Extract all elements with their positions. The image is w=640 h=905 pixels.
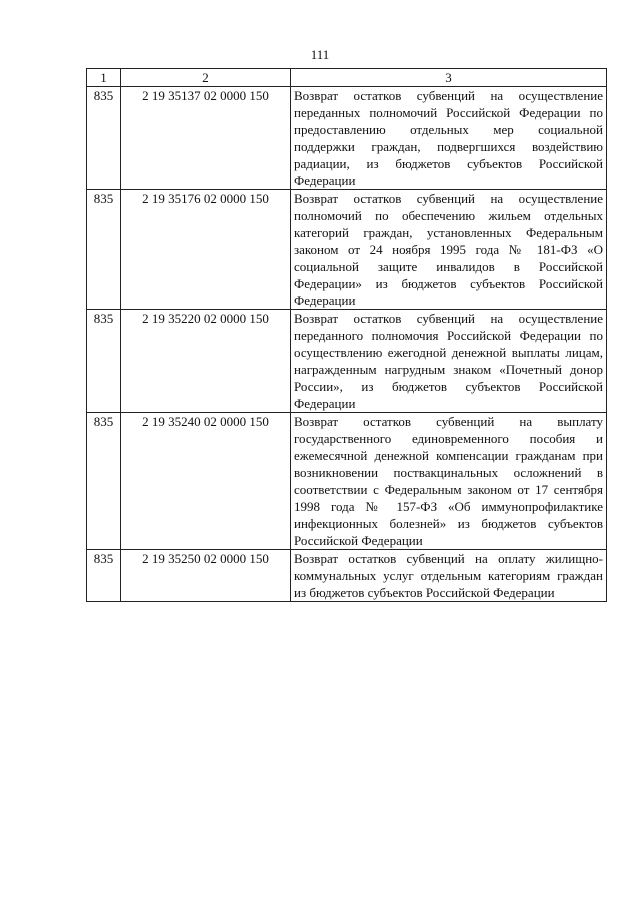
table-header-row	[87, 69, 607, 87]
table-row	[87, 413, 607, 550]
group-code-cell: 835	[87, 310, 121, 413]
budget-code-cell: 2 19 35176 02 0000 150	[121, 190, 291, 310]
group-code-cell: 835	[87, 190, 121, 310]
description-cell: Возврат остатков субвенций на выплату государственного единовременного пособия и ежемесячной денежной компенсации гражданам при возникновении поствакцинальных осложнений в соответствии с Федеральным законом от 17 сентября 1998 года № 157-ФЗ «Об иммунопрофилактике инфекционных болезней» из бюджетов субъектов Российской Федерации	[291, 413, 607, 550]
description-cell: Возврат остатков субвенций на осуществление полномочий по обеспечению жильем отдельных категорий граждан, установленных Федеральным законом от 24 ноября 1995 года № 181-ФЗ «О социальной защите инвалидов в Российской Федерации» из бюджетов субъектов Российской Федерации	[291, 190, 607, 310]
table-row	[87, 87, 607, 190]
budget-code-cell: 2 19 35220 02 0000 150	[121, 310, 291, 413]
page-number: 111	[310, 47, 330, 62]
column-header-1: 1	[87, 69, 121, 87]
group-code-cell: 835	[87, 413, 121, 550]
budget-code-cell: 2 19 35240 02 0000 150	[121, 413, 291, 550]
description-cell: Возврат остатков субвенций на осуществление переданных полномочий Российской Федерации по предоставлению отдельных мер социальной поддержки граждан, подвергшихся воздействию радиации, из бюджетов субъектов Российской Федерации	[291, 87, 607, 190]
column-header-3: 3	[291, 69, 607, 87]
table-row	[87, 550, 607, 602]
group-code-cell: 835	[87, 87, 121, 190]
budget-classification-table	[86, 68, 607, 602]
table-row	[87, 190, 607, 310]
budget-code-cell: 2 19 35137 02 0000 150	[121, 87, 291, 190]
budget-code-cell: 2 19 35250 02 0000 150	[121, 550, 291, 602]
group-code-cell: 835	[87, 550, 121, 602]
description-cell: Возврат остатков субвенций на осуществление переданного полномочия Российской Федерации по осуществлению ежегодной денежной выплаты лицам, награжденным нагрудным знаком «Почетный донор России», из бюджетов субъектов Российской Федерации	[291, 310, 607, 413]
table-row	[87, 310, 607, 413]
description-cell: Возврат остатков субвенций на оплату жилищно-коммунальных услуг отдельным категориям граждан из бюджетов субъектов Российской Федерации	[291, 550, 607, 602]
column-header-2: 2	[121, 69, 291, 87]
